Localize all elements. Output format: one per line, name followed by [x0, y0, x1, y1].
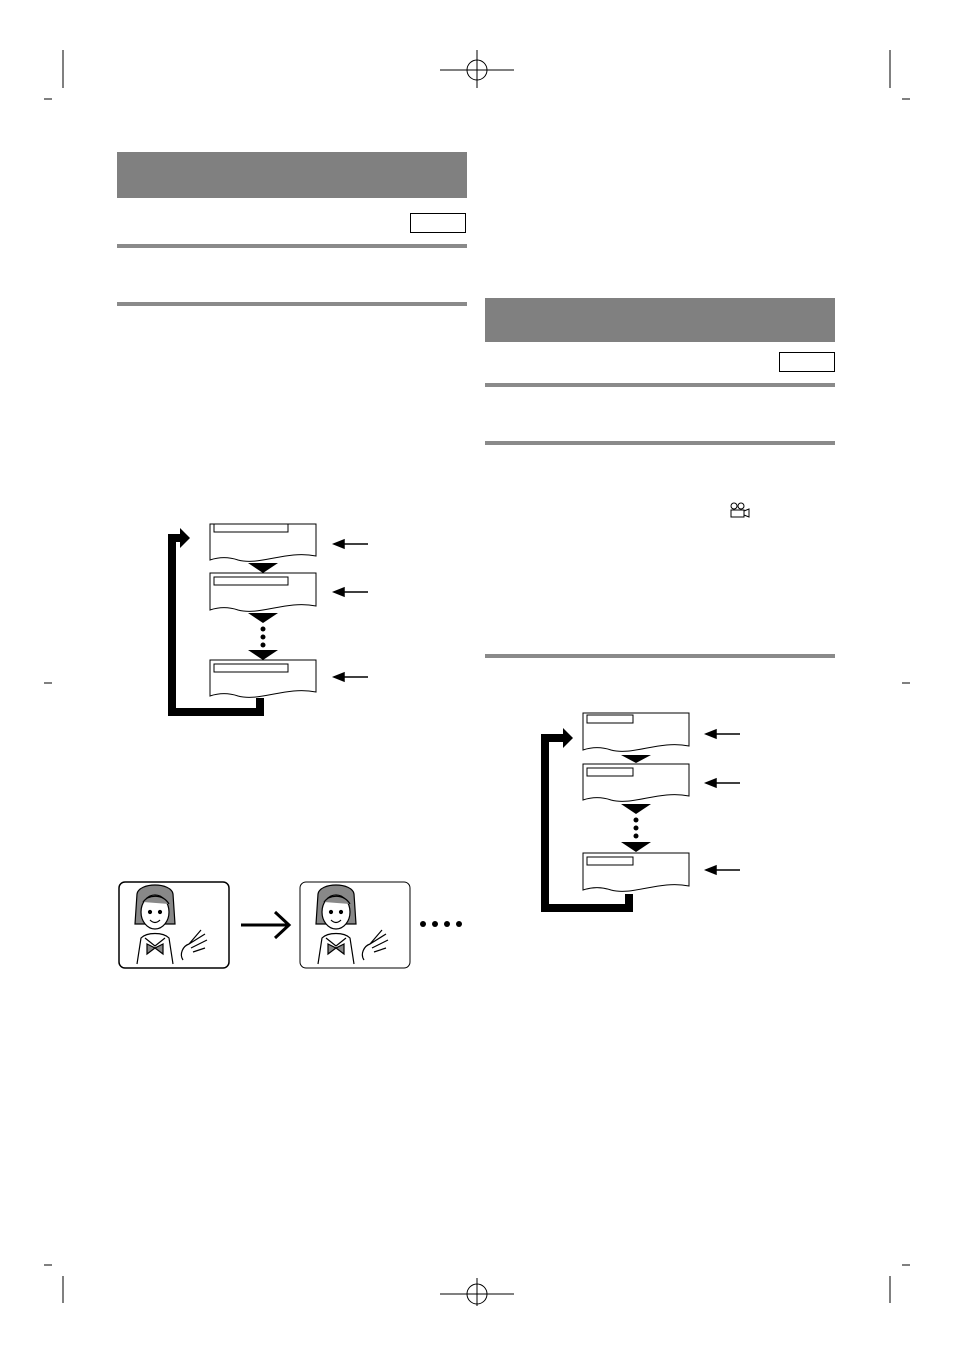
right-disc-label — [779, 352, 835, 372]
left-flow-diagram — [168, 520, 428, 720]
right-rule-2 — [485, 441, 835, 445]
vertical-dots-icon — [634, 818, 639, 839]
horizontal-dots-icon — [420, 921, 462, 927]
down-triangle-icon — [248, 613, 278, 623]
flow-screen-2 — [583, 764, 689, 801]
down-triangle-icon — [248, 563, 278, 573]
illustration-row — [117, 878, 477, 973]
flow-screen-1 — [210, 524, 316, 561]
down-triangle-icon — [621, 755, 651, 763]
flow-screen-2 — [210, 573, 316, 611]
pointer-arrow-icon — [706, 730, 740, 874]
right-arrow-icon — [241, 912, 289, 938]
girl-waving-image — [119, 882, 229, 968]
left-section-header — [117, 152, 467, 198]
pointer-arrow-icon — [334, 540, 368, 681]
down-triangle-icon — [621, 804, 651, 814]
vertical-dots-icon — [261, 627, 266, 648]
down-triangle-icon — [621, 842, 651, 852]
down-triangle-icon — [248, 650, 278, 660]
flow-screen-3 — [210, 660, 316, 697]
camera-angle-icon — [729, 502, 751, 518]
left-rule-1 — [117, 244, 467, 248]
left-rule-2 — [117, 302, 467, 306]
flow-screen-1 — [583, 713, 689, 751]
right-rule-1 — [485, 383, 835, 387]
girl-waving-image — [300, 882, 410, 968]
right-section-header — [485, 298, 835, 342]
right-rule-3 — [485, 654, 835, 658]
left-disc-label — [410, 213, 466, 233]
right-flow-diagram — [541, 710, 801, 910]
flow-screen-3 — [583, 853, 689, 891]
